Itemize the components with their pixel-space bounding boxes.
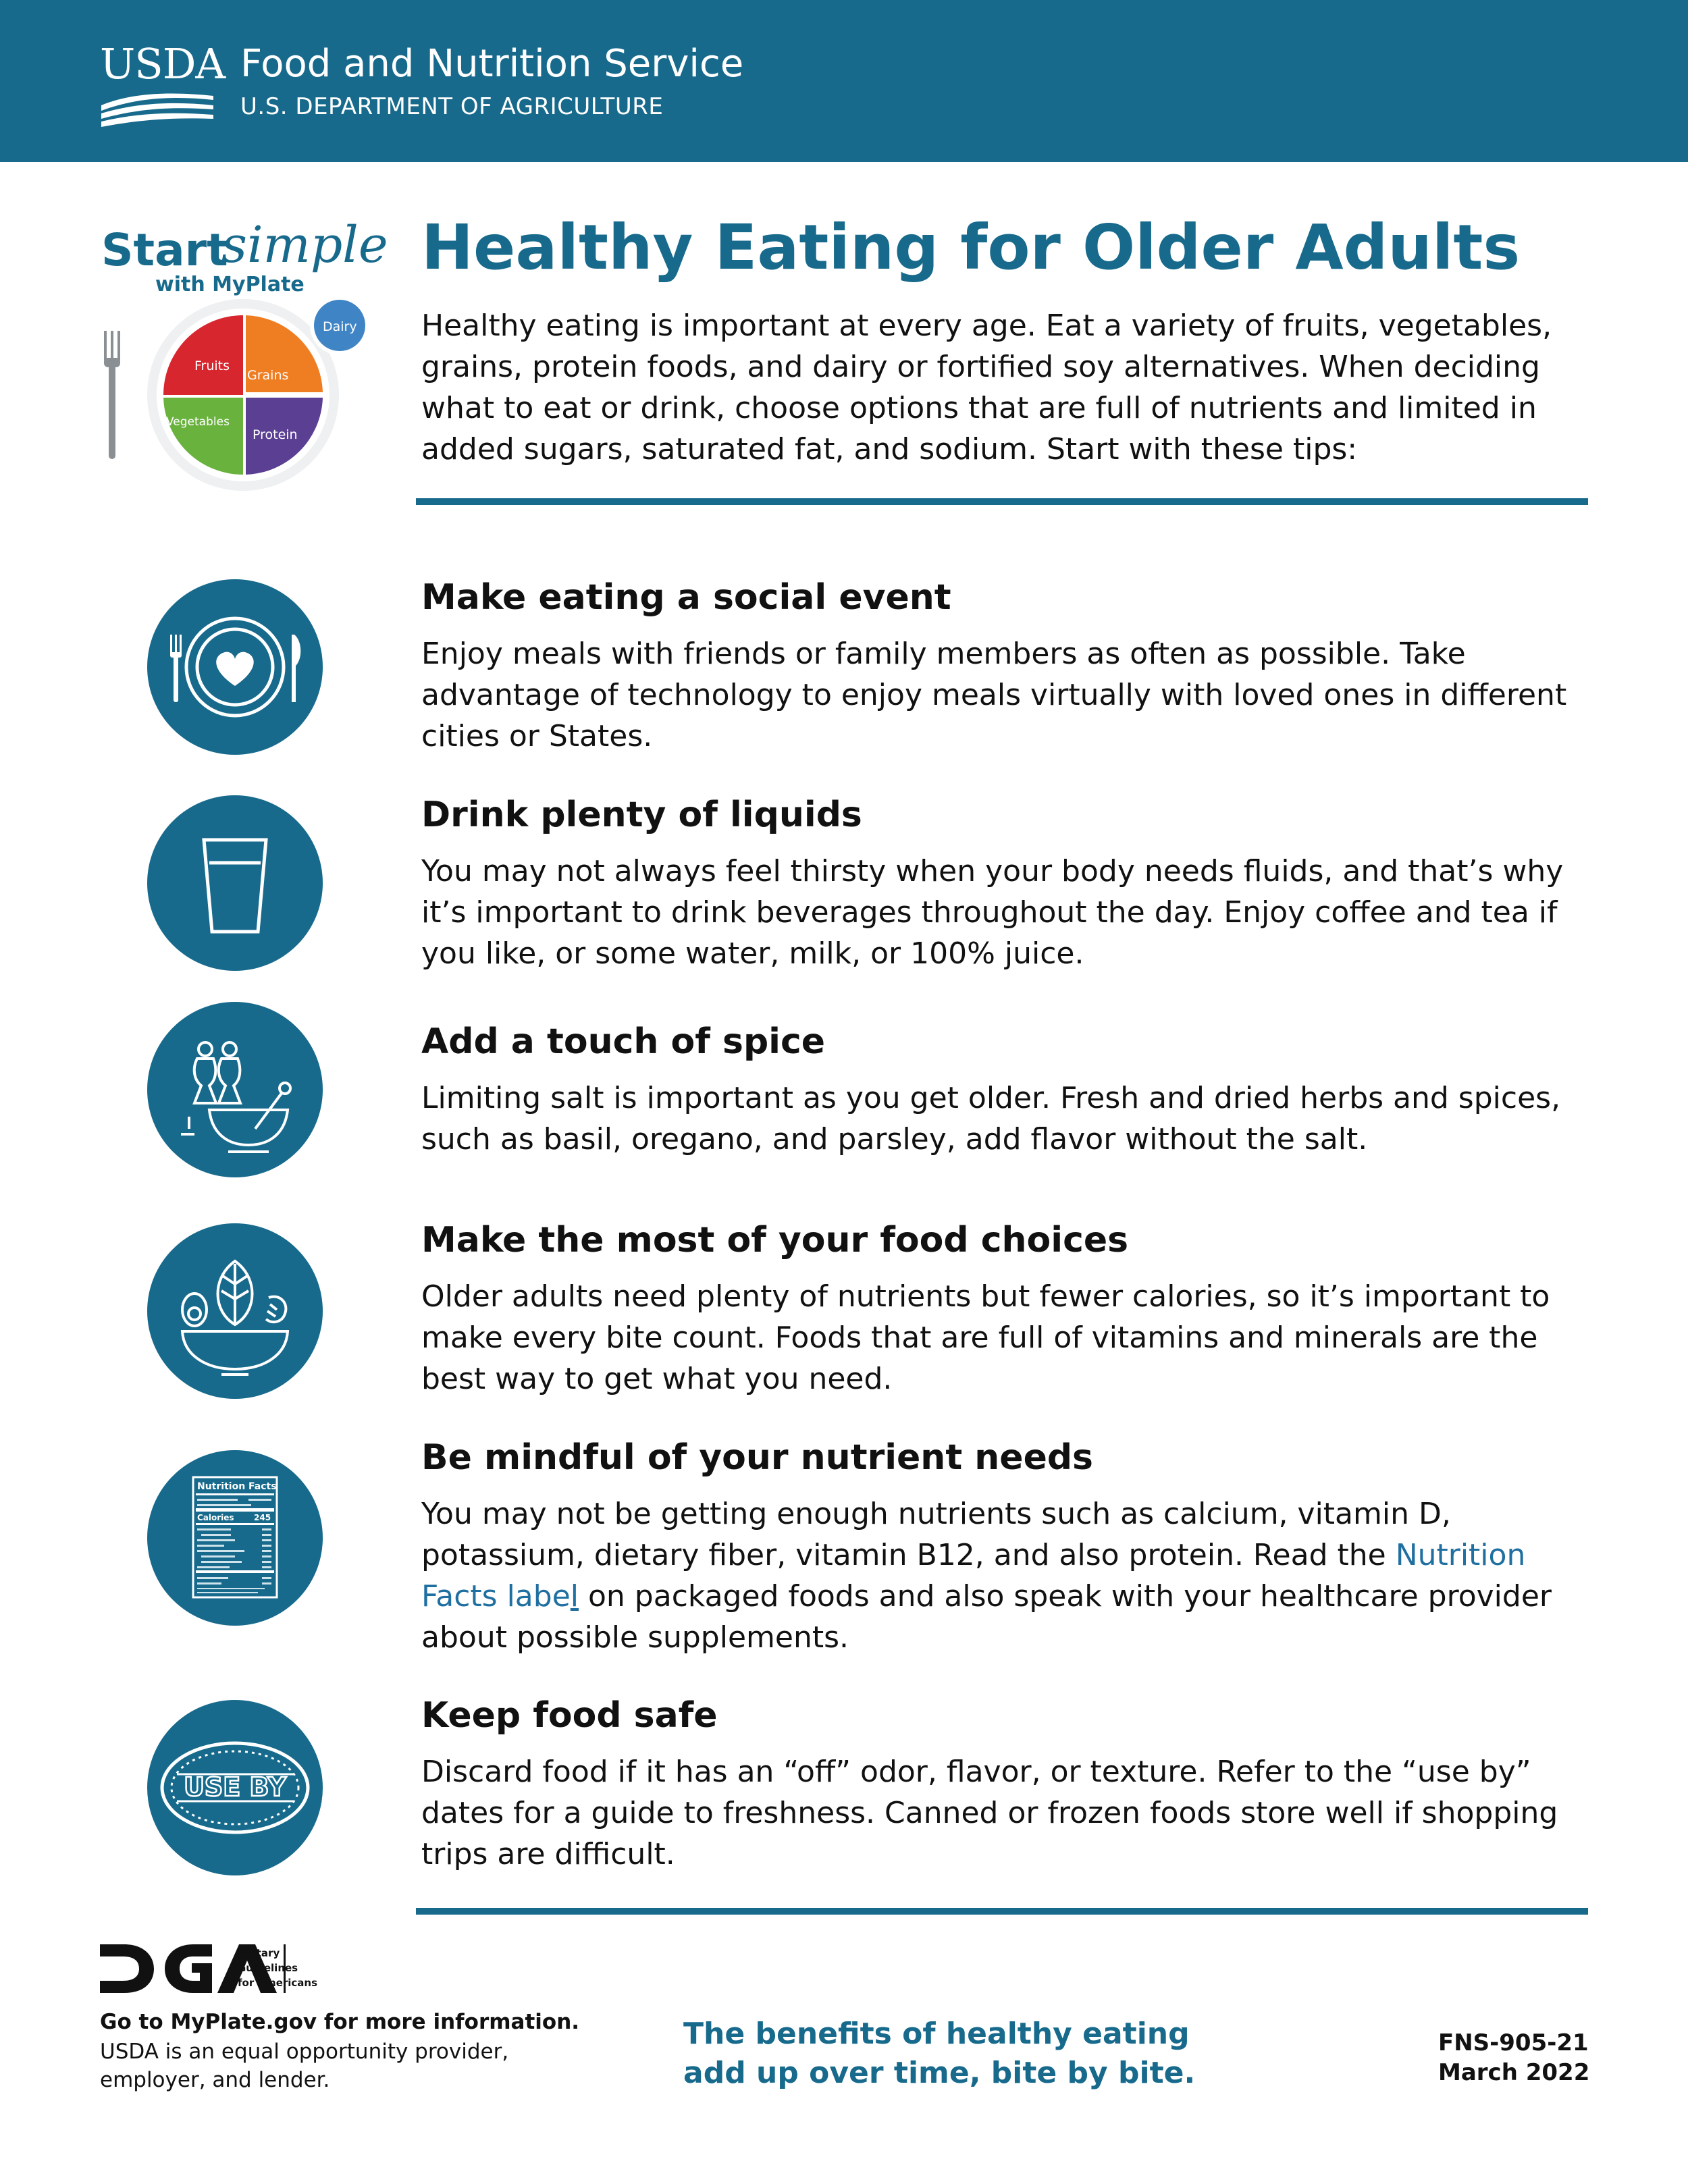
- tip-heading-spice: Add a touch of spice: [421, 1021, 826, 1062]
- svg-text:245: 245: [254, 1513, 271, 1522]
- dga-line-guidelines: Guidelines: [238, 1962, 298, 1974]
- tagline-line-1: The benefits of healthy eating: [683, 2017, 1190, 2051]
- nutrition-facts-link-underlined[interactable]: l: [570, 1579, 579, 1614]
- equal-opportunity-statement: USDA is an equal opportunity provider, employer, and lender.: [100, 2040, 509, 2092]
- page-title: Healthy Eating for Older Adults: [421, 211, 1521, 284]
- usda-logo[interactable]: [100, 39, 226, 128]
- svg-text:Fruits: Fruits: [194, 358, 230, 373]
- tip-heading-nutrient-needs: Be mindful of your nutrient needs: [421, 1437, 1094, 1478]
- svg-text:Dairy: Dairy: [323, 319, 357, 334]
- tip-heading-social: Make eating a social event: [421, 577, 951, 618]
- document-number: FNS-905-21: [1438, 2029, 1589, 2056]
- use-by-stamp-icon: [147, 1700, 323, 1875]
- header-banner: [0, 0, 1688, 162]
- tip-body-spice: Limiting salt is important as you get older. Fresh and dried herbs and spices, such as basil, oregano, and parsley, add flavor without the salt.: [421, 1081, 1561, 1156]
- department-name: U.S. DEPARTMENT OF AGRICULTURE: [240, 93, 664, 120]
- tip-body-food-choices: Older adults need plenty of nutrients but fewer calories, so it’s important to make every bite count. Foods that are full of vitamins and minerals are the best way to get what you need.: [421, 1279, 1550, 1396]
- svg-text:Grains: Grains: [247, 368, 289, 383]
- nutrient-needs-text-before: You may not be getting enough nutrients such as calcium, vitamin D, potassium, dietary fiber, vitamin B12, and also protein. Read the: [421, 1497, 1451, 1572]
- intro-paragraph: Healthy eating is important at every age. Eat a variety of fruits, vegetables, grains, protein foods, and dairy or fortified soy alternatives. When deciding what to eat or drink, choose options that are full of nutrients and limited in added sugars, saturated fat, and sodium. Start with these tips:: [421, 309, 1552, 467]
- svg-text:Nutrition Facts: Nutrition Facts: [197, 1481, 277, 1492]
- myplate-gov-link[interactable]: MyPlate: [170, 2010, 266, 2034]
- glass-icon: [147, 795, 323, 971]
- document-date: March 2022: [1438, 2059, 1590, 2086]
- spice-mortar-icon: [147, 1002, 323, 1177]
- svg-text:Vegetables: Vegetables: [166, 415, 230, 429]
- dga-caption: [238, 1946, 317, 1990]
- tip-body-nutrient-needs: [421, 1493, 1569, 1658]
- myplate-info-line: [100, 2008, 579, 2035]
- svg-text:USE BY: USE BY: [184, 1772, 286, 1802]
- plate-heart-icon: [147, 579, 323, 755]
- svg-text:Protein: Protein: [253, 427, 298, 442]
- logo-start-text: Start: [101, 224, 228, 276]
- plate-vegetables: [163, 398, 243, 475]
- go-to-suffix: .gov for more information.: [265, 2010, 580, 2034]
- nutrition-facts-icon: [147, 1450, 323, 1626]
- start-simple-myplate-logo: [95, 216, 388, 500]
- usda-swoosh-icon: [100, 90, 215, 128]
- go-to-prefix: Go to: [100, 2010, 171, 2034]
- logo-brand-text: MyPlate: [212, 273, 305, 296]
- tagline-line-2: add up over time, bite by bite.: [683, 2056, 1196, 2090]
- agency-name: Food and Nutrition Service: [240, 42, 744, 86]
- document-number-block: [1438, 2028, 1589, 2087]
- myplate-icon: [95, 290, 378, 500]
- tip-heading-liquids: Drink plenty of liquids: [421, 795, 862, 835]
- logo-with-text: with: [155, 273, 205, 296]
- dga-line-dietary: Dietary: [238, 1947, 280, 1959]
- tip-body-social: Enjoy meals with friends or family members as often as possible. Take advantage of technology to enjoy meals virtually with loved ones in different cities or States.: [421, 637, 1567, 753]
- tagline: [683, 2015, 1195, 2093]
- logo-simple-text: simple: [221, 216, 388, 274]
- nutrient-needs-text-after: on packaged foods and also speak with your healthcare provider about possible supplements.: [421, 1579, 1552, 1655]
- tip-heading-food-safe: Keep food safe: [421, 1695, 718, 1736]
- dga-line-for-americans: for Americans: [238, 1977, 318, 1989]
- svg-text:Calories: Calories: [197, 1513, 234, 1522]
- divider-top: [416, 498, 1588, 505]
- usda-logo-text: USDA: [100, 39, 226, 88]
- dga-logo: [97, 1939, 327, 2000]
- nutrition-facts-link-text[interactable]: Nutrition Facts labe: [421, 1538, 1526, 1614]
- divider-bottom: [416, 1908, 1588, 1915]
- salad-bowl-icon: [147, 1223, 323, 1399]
- tip-body-liquids: You may not always feel thirsty when your body needs fluids, and that’s why it’s important to drink beverages throughout the day. Enjoy coffee and tea if you like, or some water, milk, or 100% juice.: [421, 854, 1564, 971]
- tip-body-food-safe: Discard food if it has an “off” odor, flavor, or texture. Refer to the “use by” dates for a guide to freshness. Canned or frozen foods store well if shopping trips are difficult.: [421, 1755, 1558, 1871]
- tip-heading-food-choices: Make the most of your food choices: [421, 1220, 1129, 1260]
